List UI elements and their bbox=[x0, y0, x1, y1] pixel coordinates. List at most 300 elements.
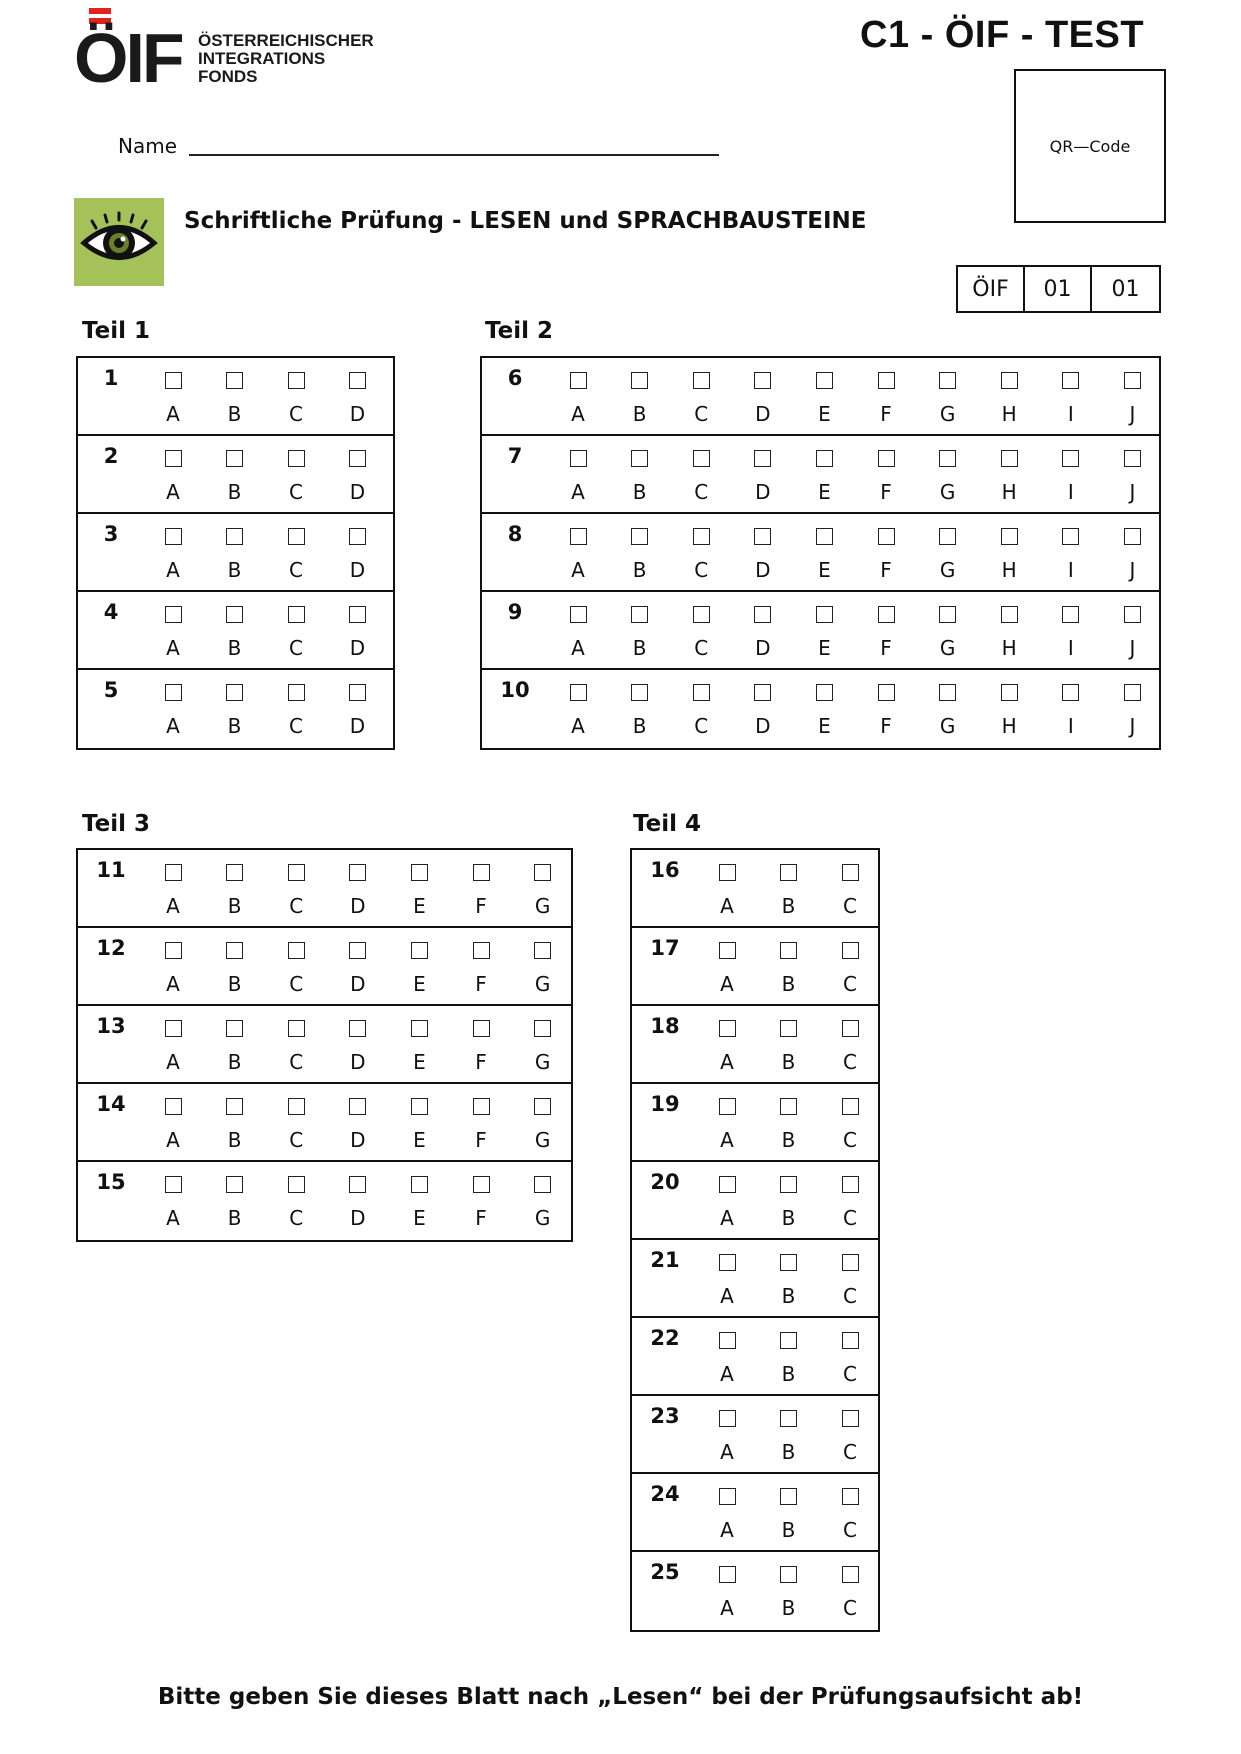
answer-checkbox[interactable] bbox=[165, 1176, 182, 1193]
option-letter: B bbox=[227, 714, 242, 738]
option-letter: B bbox=[781, 1128, 796, 1152]
answer-checkbox[interactable] bbox=[226, 684, 243, 701]
option-letter: B bbox=[227, 1050, 242, 1074]
answer-checkbox[interactable] bbox=[226, 450, 243, 467]
answer-checkbox[interactable] bbox=[719, 1176, 736, 1193]
answer-option bbox=[686, 606, 716, 659]
answer-checkbox[interactable] bbox=[1124, 606, 1141, 623]
option-letter: I bbox=[1067, 558, 1074, 582]
option-letter: B bbox=[227, 480, 242, 504]
answer-option bbox=[1117, 528, 1147, 581]
oif-logo bbox=[74, 8, 404, 97]
answer-checkbox[interactable] bbox=[842, 1332, 859, 1349]
answer-checkbox[interactable] bbox=[1062, 606, 1079, 623]
answer-checkbox[interactable] bbox=[288, 684, 305, 701]
answer-checkbox[interactable] bbox=[473, 942, 490, 959]
answer-option bbox=[1117, 684, 1147, 737]
answer-option bbox=[625, 450, 655, 503]
answer-checkbox[interactable] bbox=[534, 942, 551, 959]
answer-option bbox=[158, 1176, 188, 1229]
answer-checkbox[interactable] bbox=[288, 1020, 305, 1037]
answer-option bbox=[563, 684, 593, 737]
answer-checkbox[interactable] bbox=[719, 1020, 736, 1037]
option-letter: B bbox=[227, 1128, 242, 1152]
option-letter: E bbox=[413, 1050, 426, 1074]
answer-checkbox[interactable] bbox=[570, 684, 587, 701]
option-letter: A bbox=[720, 1518, 734, 1542]
question-row bbox=[632, 850, 878, 928]
answer-option bbox=[220, 606, 250, 659]
answer-option bbox=[1117, 450, 1147, 503]
answer-option bbox=[466, 1176, 496, 1229]
answer-checkbox[interactable] bbox=[842, 864, 859, 881]
option-letter: C bbox=[289, 714, 303, 738]
answer-checkbox[interactable] bbox=[780, 1566, 797, 1583]
question-row bbox=[482, 670, 1159, 748]
answer-checkbox[interactable] bbox=[349, 606, 366, 623]
question-row bbox=[482, 358, 1159, 436]
question-number: 4 bbox=[103, 600, 119, 624]
code-cell: 01 bbox=[1111, 276, 1140, 302]
answer-checkbox[interactable] bbox=[816, 450, 833, 467]
answer-checkbox[interactable] bbox=[631, 528, 648, 545]
answer-checkbox[interactable] bbox=[226, 606, 243, 623]
option-letter: A bbox=[166, 1128, 180, 1152]
option-letter: I bbox=[1067, 714, 1074, 738]
answer-checkbox[interactable] bbox=[780, 942, 797, 959]
answer-checkbox[interactable] bbox=[878, 372, 895, 389]
answer-checkbox[interactable] bbox=[165, 942, 182, 959]
answer-checkbox[interactable] bbox=[411, 864, 428, 881]
option-letter: J bbox=[1129, 558, 1136, 582]
answer-option bbox=[625, 528, 655, 581]
answer-option bbox=[281, 528, 311, 581]
question-row bbox=[482, 514, 1159, 592]
option-letter: F bbox=[880, 714, 892, 738]
answer-option bbox=[528, 1098, 558, 1151]
answer-option bbox=[933, 606, 963, 659]
option-letter: C bbox=[289, 894, 304, 918]
answer-checkbox[interactable] bbox=[693, 684, 710, 701]
question-number: 23 bbox=[650, 1404, 680, 1428]
answer-checkbox[interactable] bbox=[780, 1488, 797, 1505]
answer-checkbox[interactable] bbox=[719, 1410, 736, 1427]
answer-checkbox[interactable] bbox=[754, 372, 771, 389]
answer-option bbox=[466, 1020, 496, 1073]
answer-option bbox=[686, 528, 716, 581]
option-letter: B bbox=[781, 1440, 796, 1464]
answer-checkbox[interactable] bbox=[1124, 528, 1141, 545]
exam-title: Schriftliche Prüfung - LESEN und SPRACHBAUSTEINE bbox=[184, 208, 867, 234]
option-letter: E bbox=[818, 480, 831, 504]
answer-option bbox=[1056, 684, 1086, 737]
answer-option bbox=[220, 450, 250, 503]
answer-checkbox[interactable] bbox=[754, 606, 771, 623]
option-letter: C bbox=[694, 558, 709, 582]
answer-checkbox[interactable] bbox=[349, 864, 366, 881]
option-letter: C bbox=[289, 558, 303, 582]
eye-icon bbox=[74, 198, 164, 286]
answer-checkbox[interactable] bbox=[1062, 372, 1079, 389]
option-letter: E bbox=[818, 402, 831, 426]
answer-checkbox[interactable] bbox=[719, 1254, 736, 1271]
option-letter: C bbox=[843, 1284, 857, 1308]
answer-checkbox[interactable] bbox=[939, 606, 956, 623]
question-number: 2 bbox=[103, 444, 119, 468]
answer-checkbox[interactable] bbox=[165, 864, 182, 881]
option-letter: C bbox=[694, 480, 709, 504]
answer-checkbox[interactable] bbox=[631, 372, 648, 389]
answer-option bbox=[220, 1176, 250, 1229]
footer-instruction: Bitte geben Sie dieses Blatt nach „Lesen“ bei der Prüfungsaufsicht ab! bbox=[157, 1684, 1084, 1710]
question-number: 11 bbox=[96, 858, 126, 882]
answer-grid-teil-4 bbox=[630, 848, 880, 1632]
answer-option bbox=[809, 372, 839, 425]
answer-option bbox=[686, 372, 716, 425]
answer-checkbox[interactable] bbox=[842, 1020, 859, 1037]
answer-checkbox[interactable] bbox=[570, 450, 587, 467]
answer-option bbox=[625, 606, 655, 659]
answer-option bbox=[220, 942, 250, 995]
answer-option bbox=[158, 942, 188, 995]
answer-option bbox=[835, 1566, 865, 1619]
answer-checkbox[interactable] bbox=[780, 1410, 797, 1427]
name-label: Name bbox=[118, 134, 178, 158]
answer-option bbox=[774, 1176, 804, 1229]
answer-option bbox=[158, 864, 188, 917]
answer-option bbox=[748, 528, 778, 581]
answer-checkbox[interactable] bbox=[288, 942, 305, 959]
answer-checkbox[interactable] bbox=[570, 372, 587, 389]
option-letter: C bbox=[289, 480, 303, 504]
answer-checkbox[interactable] bbox=[226, 864, 243, 881]
answer-checkbox[interactable] bbox=[349, 372, 366, 389]
answer-option bbox=[1056, 450, 1086, 503]
answer-checkbox[interactable] bbox=[719, 1488, 736, 1505]
section-label-teil-3: Teil 3 bbox=[82, 811, 151, 837]
answer-option bbox=[404, 1176, 434, 1229]
question-row bbox=[632, 1552, 878, 1630]
answer-checkbox[interactable] bbox=[534, 1098, 551, 1115]
question-number: 25 bbox=[650, 1560, 680, 1584]
option-letter: C bbox=[843, 1362, 857, 1386]
answer-checkbox[interactable] bbox=[226, 942, 243, 959]
answer-option bbox=[871, 372, 901, 425]
option-letter: H bbox=[1001, 714, 1017, 738]
answer-checkbox[interactable] bbox=[842, 1566, 859, 1583]
logo-text bbox=[198, 32, 374, 86]
answer-checkbox[interactable] bbox=[288, 528, 305, 545]
answer-checkbox[interactable] bbox=[631, 684, 648, 701]
answer-checkbox[interactable] bbox=[473, 864, 490, 881]
option-letter: C bbox=[289, 972, 304, 996]
answer-checkbox[interactable] bbox=[1001, 528, 1018, 545]
answer-checkbox[interactable] bbox=[288, 1098, 305, 1115]
answer-checkbox[interactable] bbox=[349, 1020, 366, 1037]
answer-checkbox[interactable] bbox=[226, 1176, 243, 1193]
answer-option bbox=[528, 864, 558, 917]
answer-checkbox[interactable] bbox=[780, 1098, 797, 1115]
answer-checkbox[interactable] bbox=[780, 1176, 797, 1193]
answer-option bbox=[809, 528, 839, 581]
answer-checkbox[interactable] bbox=[570, 528, 587, 545]
question-number: 18 bbox=[650, 1014, 680, 1038]
option-letter: C bbox=[843, 1518, 857, 1542]
answer-checkbox[interactable] bbox=[693, 606, 710, 623]
answer-checkbox[interactable] bbox=[349, 528, 366, 545]
answer-checkbox[interactable] bbox=[349, 684, 366, 701]
answer-option bbox=[748, 450, 778, 503]
answer-option bbox=[528, 942, 558, 995]
answer-checkbox[interactable] bbox=[349, 450, 366, 467]
answer-checkbox[interactable] bbox=[473, 1176, 490, 1193]
answer-checkbox[interactable] bbox=[473, 1020, 490, 1037]
answer-checkbox[interactable] bbox=[780, 864, 797, 881]
option-letter: B bbox=[227, 558, 242, 582]
question-row bbox=[632, 928, 878, 1006]
answer-checkbox[interactable] bbox=[288, 450, 305, 467]
option-letter: F bbox=[475, 1128, 487, 1152]
answer-checkbox[interactable] bbox=[411, 1176, 428, 1193]
answer-checkbox[interactable] bbox=[1124, 372, 1141, 389]
answer-checkbox[interactable] bbox=[411, 942, 428, 959]
answer-checkbox[interactable] bbox=[878, 684, 895, 701]
answer-checkbox[interactable] bbox=[842, 1488, 859, 1505]
answer-checkbox[interactable] bbox=[349, 942, 366, 959]
option-letter: C bbox=[694, 636, 709, 660]
answer-checkbox[interactable] bbox=[693, 528, 710, 545]
question-number: 8 bbox=[507, 522, 523, 546]
answer-checkbox[interactable] bbox=[165, 684, 182, 701]
option-letter: A bbox=[720, 1596, 734, 1620]
answer-option bbox=[343, 942, 373, 995]
answer-checkbox[interactable] bbox=[939, 450, 956, 467]
answer-checkbox[interactable] bbox=[288, 372, 305, 389]
option-letter: B bbox=[781, 1284, 796, 1308]
answer-checkbox[interactable] bbox=[754, 450, 771, 467]
answer-option bbox=[809, 606, 839, 659]
logo-line: FONDS bbox=[198, 67, 258, 86]
option-letter: A bbox=[571, 714, 585, 738]
answer-checkbox[interactable] bbox=[631, 450, 648, 467]
question-row bbox=[632, 1006, 878, 1084]
answer-option bbox=[563, 450, 593, 503]
option-letter: D bbox=[349, 480, 366, 504]
answer-checkbox[interactable] bbox=[473, 1098, 490, 1115]
answer-checkbox[interactable] bbox=[226, 1098, 243, 1115]
question-number: 15 bbox=[96, 1170, 126, 1194]
answer-option bbox=[281, 1176, 311, 1229]
question-number: 5 bbox=[103, 678, 119, 702]
option-letter: F bbox=[475, 1206, 487, 1230]
answer-checkbox[interactable] bbox=[1062, 684, 1079, 701]
answer-checkbox[interactable] bbox=[534, 1176, 551, 1193]
option-letter: C bbox=[843, 1206, 857, 1230]
answer-checkbox[interactable] bbox=[939, 684, 956, 701]
answer-option bbox=[748, 606, 778, 659]
answer-checkbox[interactable] bbox=[719, 1098, 736, 1115]
answer-checkbox[interactable] bbox=[816, 528, 833, 545]
answer-option bbox=[712, 1098, 742, 1151]
answer-option bbox=[466, 864, 496, 917]
answer-checkbox[interactable] bbox=[754, 684, 771, 701]
answer-checkbox[interactable] bbox=[693, 372, 710, 389]
answer-checkbox[interactable] bbox=[693, 450, 710, 467]
option-letter: D bbox=[349, 636, 366, 660]
answer-option bbox=[158, 1020, 188, 1073]
question-row bbox=[482, 436, 1159, 514]
answer-option bbox=[404, 1020, 434, 1073]
question-row bbox=[632, 1396, 878, 1474]
answer-checkbox[interactable] bbox=[780, 1254, 797, 1271]
option-letter: A bbox=[166, 558, 180, 582]
answer-checkbox[interactable] bbox=[1124, 684, 1141, 701]
answer-checkbox[interactable] bbox=[411, 1098, 428, 1115]
question-number: 1 bbox=[103, 366, 119, 390]
answer-checkbox[interactable] bbox=[719, 1332, 736, 1349]
answer-option bbox=[712, 1254, 742, 1307]
option-letter: G bbox=[534, 972, 551, 996]
logo-red-bar bbox=[89, 8, 111, 14]
answer-checkbox[interactable] bbox=[754, 528, 771, 545]
question-number: 14 bbox=[96, 1092, 126, 1116]
answer-checkbox[interactable] bbox=[288, 606, 305, 623]
answer-checkbox[interactable] bbox=[165, 606, 182, 623]
option-letter: A bbox=[166, 1050, 180, 1074]
answer-checkbox[interactable] bbox=[1001, 606, 1018, 623]
answer-option bbox=[748, 684, 778, 737]
option-letter: H bbox=[1001, 402, 1017, 426]
answer-checkbox[interactable] bbox=[1124, 450, 1141, 467]
option-letter: D bbox=[755, 558, 771, 582]
answer-checkbox[interactable] bbox=[165, 528, 182, 545]
option-letter: I bbox=[1067, 636, 1074, 660]
answer-checkbox[interactable] bbox=[165, 450, 182, 467]
option-letter: A bbox=[720, 1440, 734, 1464]
answer-grid-teil-2 bbox=[480, 356, 1161, 750]
question-number: 21 bbox=[650, 1248, 680, 1272]
answer-checkbox[interactable] bbox=[878, 528, 895, 545]
option-letter: D bbox=[755, 480, 771, 504]
question-row bbox=[78, 358, 393, 436]
answer-checkbox[interactable] bbox=[226, 1020, 243, 1037]
answer-option bbox=[871, 684, 901, 737]
answer-checkbox[interactable] bbox=[939, 528, 956, 545]
answer-checkbox[interactable] bbox=[1062, 528, 1079, 545]
answer-checkbox[interactable] bbox=[842, 1176, 859, 1193]
answer-checkbox[interactable] bbox=[165, 1020, 182, 1037]
answer-option bbox=[835, 942, 865, 995]
answer-checkbox[interactable] bbox=[226, 528, 243, 545]
answer-checkbox[interactable] bbox=[349, 1176, 366, 1193]
answer-checkbox[interactable] bbox=[1062, 450, 1079, 467]
answer-option bbox=[220, 864, 250, 917]
answer-option bbox=[774, 1254, 804, 1307]
answer-option bbox=[158, 684, 188, 737]
answer-option bbox=[281, 372, 311, 425]
option-letter: A bbox=[571, 558, 585, 582]
answer-checkbox[interactable] bbox=[816, 372, 833, 389]
option-letter: G bbox=[534, 894, 551, 918]
answer-checkbox[interactable] bbox=[1001, 372, 1018, 389]
answer-checkbox[interactable] bbox=[878, 606, 895, 623]
option-letter: A bbox=[166, 894, 180, 918]
option-letter: B bbox=[781, 1206, 796, 1230]
answer-option bbox=[158, 606, 188, 659]
answer-checkbox[interactable] bbox=[631, 606, 648, 623]
answer-checkbox[interactable] bbox=[349, 1098, 366, 1115]
answer-checkbox[interactable] bbox=[816, 684, 833, 701]
answer-checkbox[interactable] bbox=[842, 942, 859, 959]
answer-option bbox=[343, 606, 373, 659]
answer-checkbox[interactable] bbox=[842, 1098, 859, 1115]
answer-option bbox=[343, 864, 373, 917]
answer-checkbox[interactable] bbox=[719, 1566, 736, 1583]
answer-checkbox[interactable] bbox=[226, 372, 243, 389]
option-letter: B bbox=[781, 972, 796, 996]
answer-checkbox[interactable] bbox=[780, 1332, 797, 1349]
answer-option bbox=[686, 450, 716, 503]
answer-checkbox[interactable] bbox=[719, 864, 736, 881]
answer-checkbox[interactable] bbox=[842, 1254, 859, 1271]
answer-checkbox[interactable] bbox=[411, 1020, 428, 1037]
answer-option bbox=[774, 1488, 804, 1541]
answer-checkbox[interactable] bbox=[842, 1410, 859, 1427]
answer-checkbox[interactable] bbox=[1001, 684, 1018, 701]
answer-option bbox=[933, 528, 963, 581]
option-letter: C bbox=[694, 402, 709, 426]
answer-checkbox[interactable] bbox=[939, 372, 956, 389]
option-letter: C bbox=[843, 1128, 857, 1152]
answer-checkbox[interactable] bbox=[878, 450, 895, 467]
answer-option bbox=[404, 1098, 434, 1151]
option-letter: A bbox=[166, 1206, 180, 1230]
option-letter: G bbox=[939, 636, 956, 660]
answer-checkbox[interactable] bbox=[165, 372, 182, 389]
option-letter: A bbox=[720, 1362, 734, 1386]
answer-option bbox=[809, 450, 839, 503]
option-letter: F bbox=[475, 1050, 487, 1074]
answer-checkbox[interactable] bbox=[534, 864, 551, 881]
answer-checkbox[interactable] bbox=[165, 1098, 182, 1115]
option-letter: G bbox=[939, 480, 956, 504]
answer-checkbox[interactable] bbox=[719, 942, 736, 959]
option-letter: E bbox=[413, 1206, 426, 1230]
answer-option bbox=[774, 1332, 804, 1385]
answer-option bbox=[712, 942, 742, 995]
option-letter: B bbox=[227, 894, 242, 918]
answer-checkbox[interactable] bbox=[1001, 450, 1018, 467]
answer-grid-teil-1 bbox=[76, 356, 395, 750]
qr-code-label: QR—Code bbox=[1049, 136, 1131, 156]
option-letter: C bbox=[843, 1050, 857, 1074]
answer-option bbox=[774, 864, 804, 917]
answer-checkbox[interactable] bbox=[570, 606, 587, 623]
answer-checkbox[interactable] bbox=[288, 1176, 305, 1193]
name-field[interactable] bbox=[189, 136, 719, 156]
answer-option bbox=[835, 1098, 865, 1151]
answer-checkbox[interactable] bbox=[780, 1020, 797, 1037]
option-letter: C bbox=[694, 714, 709, 738]
answer-checkbox[interactable] bbox=[288, 864, 305, 881]
question-row bbox=[78, 1084, 571, 1162]
answer-option bbox=[933, 684, 963, 737]
answer-option bbox=[1117, 372, 1147, 425]
answer-checkbox[interactable] bbox=[534, 1020, 551, 1037]
answer-option bbox=[220, 1098, 250, 1151]
option-letter: B bbox=[632, 714, 647, 738]
answer-checkbox[interactable] bbox=[816, 606, 833, 623]
